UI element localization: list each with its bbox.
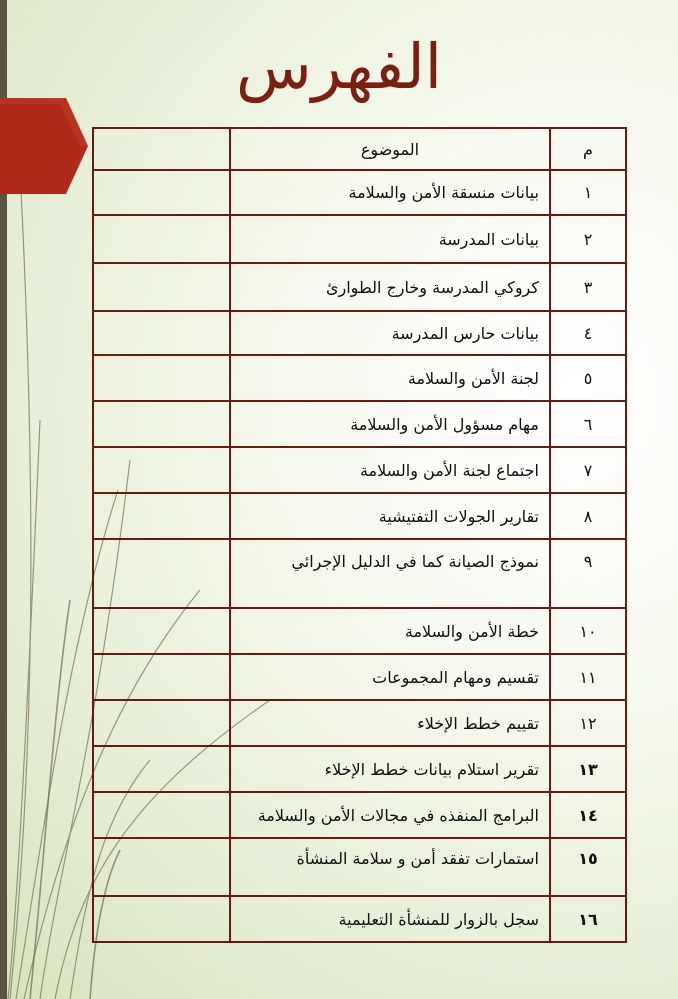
row-page bbox=[93, 654, 230, 700]
row-number: ٧ bbox=[550, 447, 626, 493]
row-topic: تقرير استلام بيانات خطط الإخلاء bbox=[230, 746, 550, 792]
row-page bbox=[93, 792, 230, 838]
row-number: ٨ bbox=[550, 493, 626, 539]
row-topic: بيانات حارس المدرسة bbox=[230, 311, 550, 355]
row-page bbox=[93, 700, 230, 746]
table-row bbox=[93, 896, 626, 942]
header-number: م bbox=[550, 128, 626, 170]
table-row bbox=[93, 170, 626, 215]
row-page bbox=[93, 746, 230, 792]
header-page bbox=[93, 128, 230, 170]
row-topic: كروكي المدرسة وخارج الطوارئ bbox=[230, 263, 550, 311]
row-topic: بيانات منسقة الأمن والسلامة bbox=[230, 170, 550, 215]
row-number: ٢ bbox=[550, 215, 626, 263]
row-page bbox=[93, 447, 230, 493]
row-page bbox=[93, 355, 230, 401]
row-topic: مهام مسؤول الأمن والسلامة bbox=[230, 401, 550, 447]
row-page bbox=[93, 539, 230, 608]
table-header-row bbox=[93, 128, 626, 170]
row-topic: خطة الأمن والسلامة bbox=[230, 608, 550, 654]
page-title: الفهرس bbox=[236, 30, 442, 103]
row-topic: تقسيم ومهام المجموعات bbox=[230, 654, 550, 700]
row-number: ٤ bbox=[550, 311, 626, 355]
row-topic: البرامج المنفذه في مجالات الأمن والسلامة bbox=[230, 792, 550, 838]
row-page bbox=[93, 311, 230, 355]
row-topic: لجنة الأمن والسلامة bbox=[230, 355, 550, 401]
row-topic: استمارات تفقد أمن و سلامة المنشأة bbox=[230, 838, 550, 896]
table-row bbox=[93, 355, 626, 401]
row-topic: تقييم خطط الإخلاء bbox=[230, 700, 550, 746]
row-page bbox=[93, 263, 230, 311]
table-row bbox=[93, 608, 626, 654]
row-page bbox=[93, 215, 230, 263]
table-row bbox=[93, 654, 626, 700]
table-row bbox=[93, 746, 626, 792]
row-number: ١٦ bbox=[550, 896, 626, 942]
row-number: ٩ bbox=[550, 539, 626, 608]
row-number: ١ bbox=[550, 170, 626, 215]
row-page bbox=[93, 493, 230, 539]
arrow-tab-shape bbox=[0, 98, 88, 194]
row-number: ٥ bbox=[550, 355, 626, 401]
table-row bbox=[93, 838, 626, 896]
table-row bbox=[93, 311, 626, 355]
table-row bbox=[93, 539, 626, 608]
row-number: ١١ bbox=[550, 654, 626, 700]
row-topic: بيانات المدرسة bbox=[230, 215, 550, 263]
row-page bbox=[93, 608, 230, 654]
row-page bbox=[93, 401, 230, 447]
table-row bbox=[93, 401, 626, 447]
table-row bbox=[93, 792, 626, 838]
row-topic: تقارير الجولات التفتيشية bbox=[230, 493, 550, 539]
index-table bbox=[92, 127, 627, 943]
row-number: ١٢ bbox=[550, 700, 626, 746]
table-row bbox=[93, 215, 626, 263]
row-page bbox=[93, 170, 230, 215]
row-topic: سجل بالزوار للمنشأة التعليمية bbox=[230, 896, 550, 942]
table-row bbox=[93, 493, 626, 539]
row-number: ١٥ bbox=[550, 838, 626, 896]
row-page bbox=[93, 896, 230, 942]
table-row bbox=[93, 447, 626, 493]
table-row bbox=[93, 263, 626, 311]
row-page bbox=[93, 838, 230, 896]
row-topic: نموذج الصيانة كما في الدليل الإجرائي bbox=[230, 539, 550, 608]
row-topic: اجتماع لجنة الأمن والسلامة bbox=[230, 447, 550, 493]
header-topic: الموضوع bbox=[230, 128, 550, 170]
row-number: ٦ bbox=[550, 401, 626, 447]
row-number: ١٣ bbox=[550, 746, 626, 792]
table-row bbox=[93, 700, 626, 746]
row-number: ١٤ bbox=[550, 792, 626, 838]
row-number: ٣ bbox=[550, 263, 626, 311]
row-number: ١٠ bbox=[550, 608, 626, 654]
